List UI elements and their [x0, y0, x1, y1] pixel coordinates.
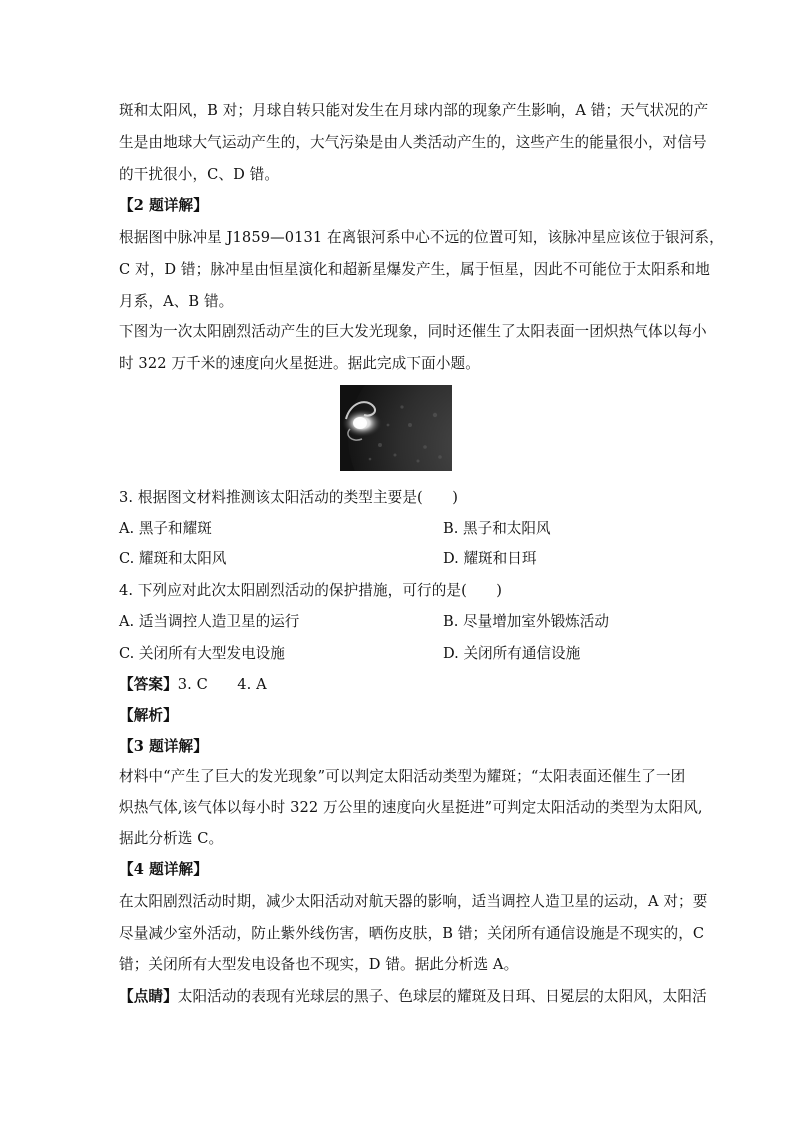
text-line: 据此分析选 C。 — [119, 830, 224, 847]
q4-option-c: C. 关闭所有大型发电设施 — [119, 645, 285, 662]
q3-option-a: A. 黑子和耀斑 — [119, 520, 212, 537]
comment-label: 【点睛】 — [119, 988, 178, 1005]
text-line: 斑和太阳风，B 对；月球自转只能对发生在月球内部的现象产生影响，A 错；天气状况的产 — [119, 102, 709, 119]
text-line: 尽量减少室外活动，防止紫外线伤害，晒伤皮肤，B 错；关闭所有通信设施是不现实的，C — [119, 925, 705, 942]
question-3-stem: 3. 根据图文材料推测该太阳活动的类型主要是( ) — [119, 489, 459, 506]
text-line: 炽热气体,该气体以每小时 322 万公里的速度向火星挺进”可判定太阳活动的类型为太阳风, — [119, 799, 703, 816]
text-line: 下图为一次太阳剧烈活动产生的巨大发光现象，同时还催生了太阳表面一团炽热气体以每小 — [119, 323, 707, 340]
text-line: 在太阳剧烈活动时期，减少太阳活动对航天器的影响，适当调控人造卫星的运动，A 对；要 — [119, 893, 708, 910]
text-line: C 对，D 错；脉冲星由恒星演化和超新星爆发产生，属于恒星，因此不可能位于太阳系和地 — [119, 261, 710, 278]
text-line: 根据图中脉冲星 J1859—0131 在离银河系中心不远的位置可知，该脉冲星应该位于银河系， — [119, 229, 724, 246]
answer-line — [119, 676, 679, 694]
text-line: 错；关闭所有大型发电设备也不现实，D 错。据此分析选 A。 — [119, 956, 519, 973]
section-heading: 【4 题详解】 — [119, 861, 208, 878]
text-line: 材料中“产生了巨大的发光现象”可以判定太阳活动类型为耀斑；“太阳表面还催生了一团 — [119, 768, 686, 785]
text-line: 生是由地球大气运动产生的，大气污染是由人类活动产生的，这些产生的能量很小，对信号 — [119, 134, 707, 151]
text-line: 时 322 万千米的速度向火星挺进。据此完成下面小题。 — [119, 355, 480, 372]
analysis-label: 【解析】 — [119, 707, 178, 724]
comment-text: 太阳活动的表现有光球层的黑子、色球层的耀斑及日珥、日冕层的太阳风，太阳活 — [177, 988, 707, 1005]
text-line: 的干扰很小，C、D 错。 — [119, 166, 280, 183]
q3-option-b: B. 黑子和太阳风 — [443, 520, 551, 537]
answer-text: 3. C 4. A — [177, 676, 267, 693]
solar-flare-graphic — [340, 385, 452, 471]
q4-option-b: B. 尽量增加室外锻炼活动 — [443, 613, 609, 630]
comment-line — [119, 988, 707, 1006]
q4-option-a: A. 适当调控人造卫星的运行 — [119, 613, 300, 630]
q3-option-c: C. 耀斑和太阳风 — [119, 550, 227, 567]
text-line: 月系，A、B 错。 — [119, 293, 234, 310]
section-heading: 【2 题详解】 — [119, 197, 208, 214]
q3-option-d: D. 耀斑和日珥 — [443, 550, 537, 567]
section-heading: 【3 题详解】 — [119, 738, 208, 755]
question-4-stem: 4. 下列应对此次太阳剧烈活动的保护措施，可行的是( ) — [119, 582, 503, 599]
q4-option-d: D. 关闭所有通信设施 — [443, 645, 581, 662]
solar-flare-photo — [340, 385, 452, 471]
answer-label: 【答案】 — [119, 676, 178, 693]
